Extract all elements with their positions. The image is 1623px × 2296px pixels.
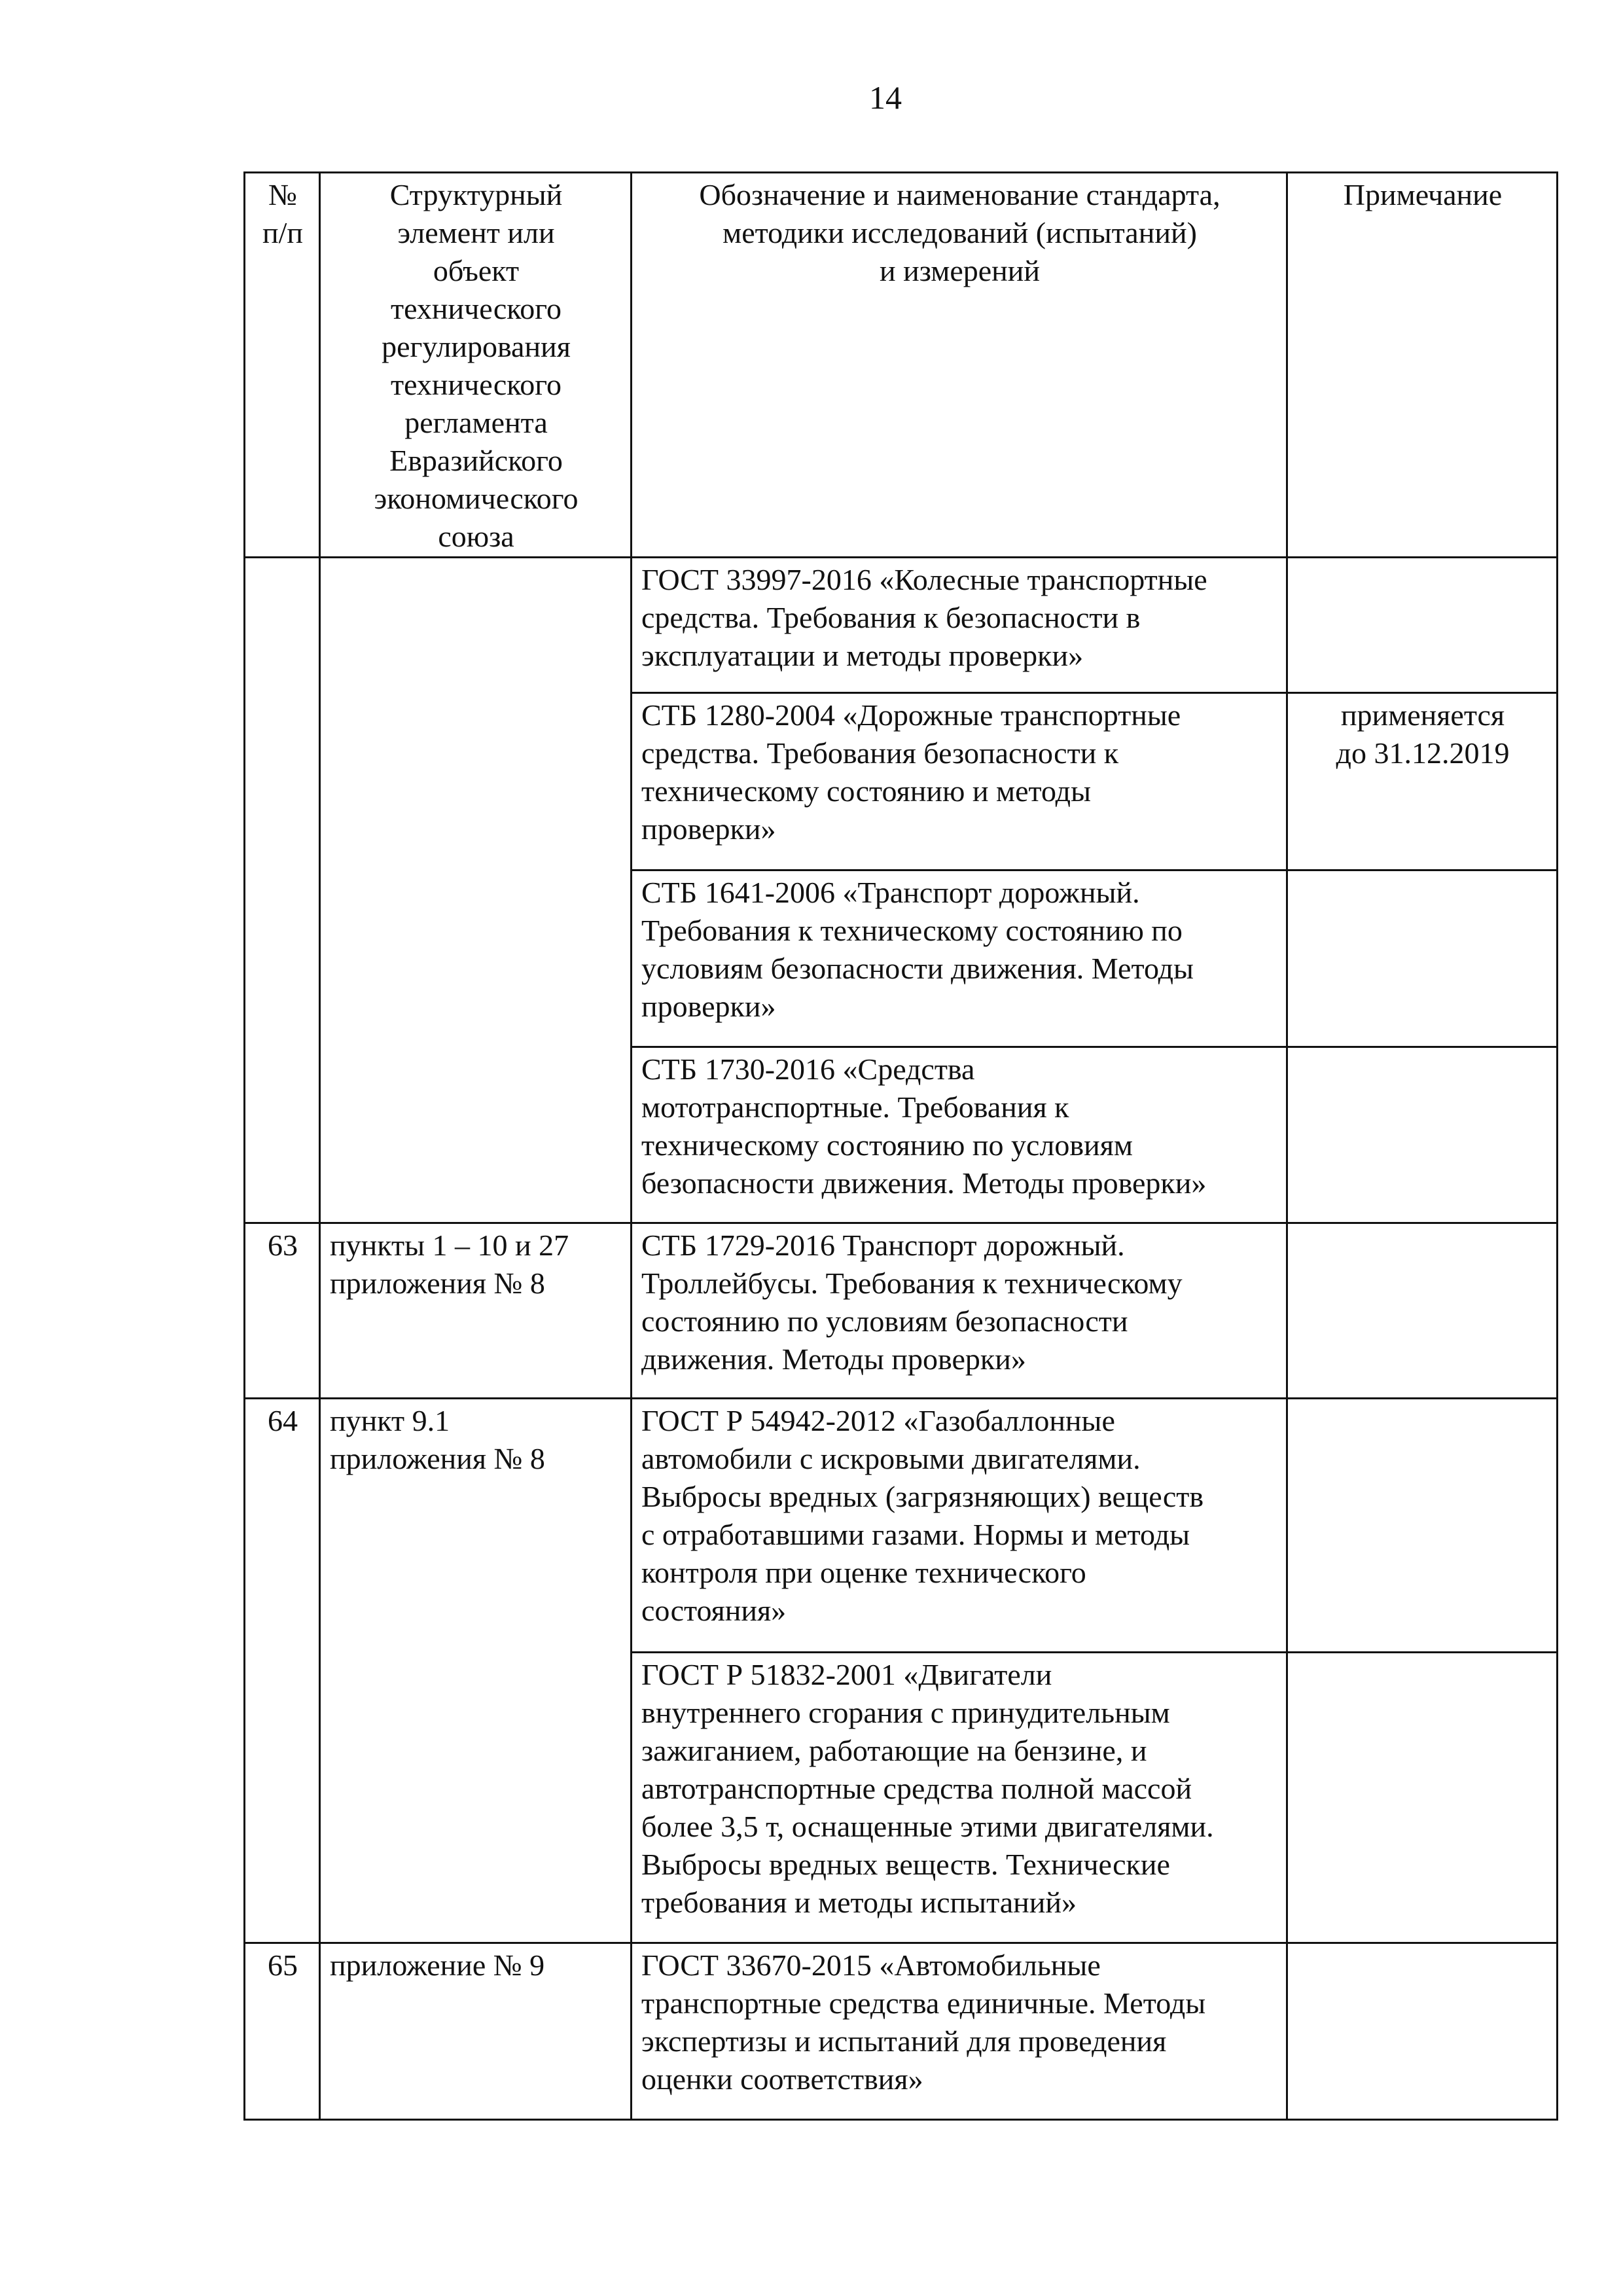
row-element: пункты 1 – 10 и 27 приложения № 8 [320, 1223, 632, 1399]
row-element: пункт 9.1 приложения № 8 [320, 1399, 632, 1943]
header-number: № п/п [245, 173, 320, 558]
row-number: 65 [245, 1943, 320, 2120]
row-element: приложение № 9 [320, 1943, 632, 2120]
row-standard: ГОСТ 33670-2015 «Автомобильные транспортные средства единичные. Методы экспертизы и испытаний для проведения оценки соответствия» [632, 1943, 1287, 2120]
header-standard: Обозначение и наименование стандарта, методики исследований (испытаний) и измерений [632, 173, 1287, 558]
row-note: применяется до 31.12.2019 [1287, 693, 1558, 870]
header-note: Примечание [1287, 173, 1558, 558]
header-element: Структурный элемент или объект технического регулирования технического регламента Евразийского экономического союза [320, 173, 632, 558]
table-row [245, 1943, 1558, 2120]
row-standard: СТБ 1280-2004 «Дорожные транспортные средства. Требования безопасности к техническому состоянию и методы проверки» [632, 693, 1287, 870]
row-standard: СТБ 1730-2016 «Средства мототранспортные. Требования к техническому состоянию по условиям безопасности движения. Методы проверки» [632, 1047, 1287, 1223]
row-standard: ГОСТ 33997-2016 «Колесные транспортные средства. Требования к безопасности в эксплуатации и методы проверки» [632, 558, 1287, 693]
table-header-row [245, 173, 1558, 558]
row-note [1287, 558, 1558, 693]
standards-table [243, 171, 1558, 2121]
table-row [245, 558, 1558, 693]
row-note [1287, 1943, 1558, 2120]
row-note [1287, 1223, 1558, 1399]
row-note [1287, 1047, 1558, 1223]
row-standard: ГОСТ Р 54942-2012 «Газобаллонные автомобили с искровыми двигателями. Выбросы вредных (загрязняющих) веществ с отработавшими газами. Нормы и методы контроля при оценке технического состояния» [632, 1399, 1287, 1653]
row-note [1287, 1399, 1558, 1653]
row-standard: ГОСТ Р 51832-2001 «Двигатели внутреннего сгорания с принудительным зажиганием, работающие на бензине, и автотранспортные средства полной массой более 3,5 т, оснащенные этими двигателями. Выбросы вредных веществ. Технические требования и методы испытаний» [632, 1653, 1287, 1943]
row-number: 63 [245, 1223, 320, 1399]
row-standard: СТБ 1641-2006 «Транспорт дорожный. Требования к техническому состоянию по условиям безопасности движения. Методы проверки» [632, 870, 1287, 1047]
row-standard: СТБ 1729-2016 Транспорт дорожный. Троллейбусы. Требования к техническому состоянию по условиям безопасности движения. Методы проверки» [632, 1223, 1287, 1399]
page-number: 14 [869, 79, 902, 116]
row-element [320, 558, 632, 1223]
row-number: 64 [245, 1399, 320, 1943]
table-row [245, 1399, 1558, 1653]
table-row [245, 1223, 1558, 1399]
row-note [1287, 1653, 1558, 1943]
row-note [1287, 870, 1558, 1047]
row-number [245, 558, 320, 1223]
